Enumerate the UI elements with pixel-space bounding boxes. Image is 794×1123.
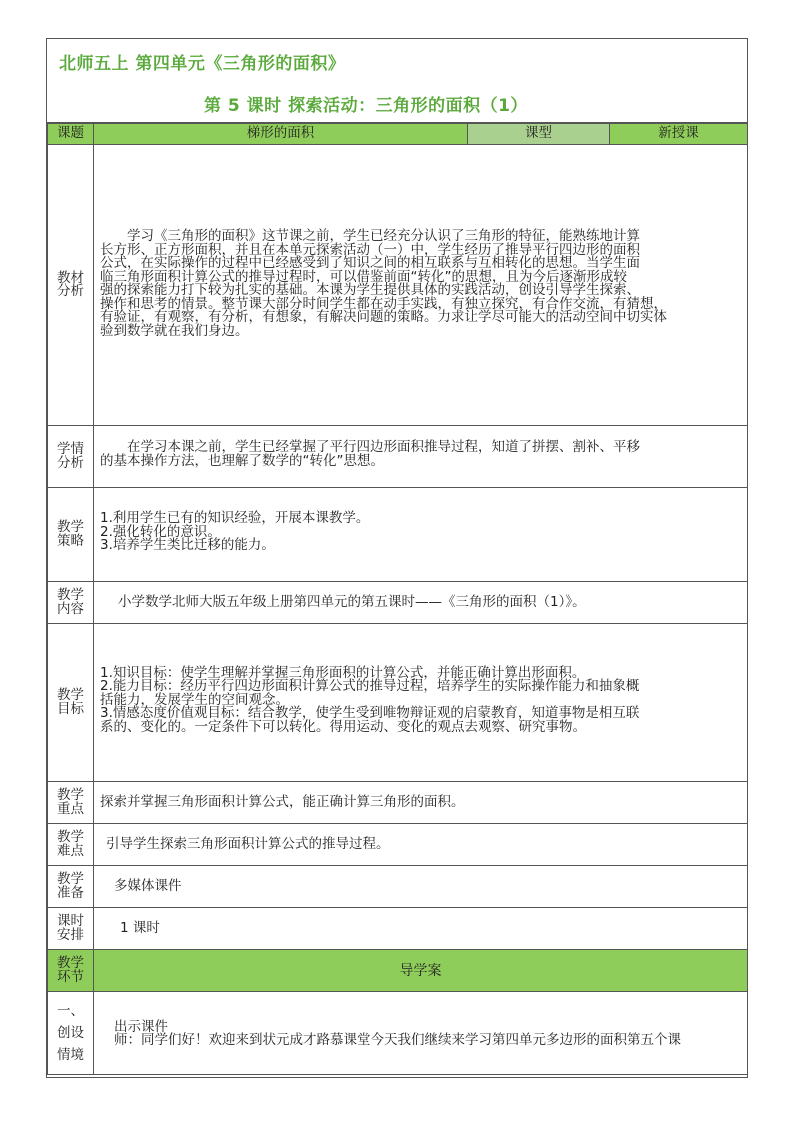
lesson-title: 第 5 课时 探索活动：三角形的面积（1） [204, 96, 528, 116]
process-row [48, 950, 748, 992]
step1-label: 一、 创设 情境 [48, 992, 94, 1075]
preparation-row [48, 866, 748, 908]
title-block [47, 39, 747, 123]
strategy-label: 教学 策略 [48, 488, 94, 582]
difficulties-text: 引导学生探索三角形面积计算公式的推导过程。 [94, 824, 748, 866]
step1-row [48, 992, 748, 1075]
goals-row [48, 624, 748, 782]
topic-value: 梯形的面积 [94, 124, 468, 145]
schedule-text: 1 课时 [94, 908, 748, 950]
lesson-plan-frame [46, 38, 748, 1078]
content-label: 教学 内容 [48, 582, 94, 624]
goals-label: 教学 目标 [48, 624, 94, 782]
topic-label: 课题 [48, 124, 94, 145]
content-row [48, 582, 748, 624]
key-points-row [48, 782, 748, 824]
preparation-label: 教学 准备 [48, 866, 94, 908]
textbook-analysis-text: 学习《三角形的面积》这节课之前，学生已经充分认识了三角形的特征，能熟练地计算 长方形、正方形面积，并且在本单元探索活动（一）中，学生经历了推导平行四边形的面积 公式，在实际操作的过程中已经感受到了知识之间的相互联系与互相转化的思想。当学生面 临三角形面积计算公式的推导过程时，可以借鉴前面“转化”的思想，且为今后逐渐形成较 强的探索能力打下较为扎实的基础。本课为学生提供具体的实践活动，创设引导学生探索、 操作和思考的情景。整节课大部分时间学生都在动手实践，有独立探究，有合作交流，有猜想， 有验证，有观察，有分析，有想象，有解决问题的策略。力求让学尽可能大的活动空间中切实体 验到数学就在我们身边。 [94, 145, 748, 426]
type-value: 新授课 [610, 124, 748, 145]
key-points-label: 教学 重点 [48, 782, 94, 824]
strategy-text: 1.利用学生已有的知识经验，开展本课教学。 2.强化转化的意识。 3.培养学生类比迁移的能力。 [94, 488, 748, 582]
student-analysis-row [48, 426, 748, 488]
difficulties-row [48, 824, 748, 866]
goals-text: 1.知识目标：使学生理解并掌握三角形面积的计算公式，并能正确计算出形面积。 2.能力目标：经历平行四边形面积计算公式的推导过程，培养学生的实际操作能力和抽象概 括能力，发展学生的空间观念。 3.情感态度价值观目标：结合教学，使学生受到唯物辩证观的启蒙教育，知道事物是相互联 系的、变化的。一定条件下可以转化。得用运动、变化的观点去观察、研究事物。 [94, 624, 748, 782]
unit-title: 北师五上 第四单元《三角形的面积》 [59, 54, 346, 74]
meta-row [48, 124, 748, 145]
textbook-analysis-label: 教材 分析 [48, 145, 94, 426]
schedule-row [48, 908, 748, 950]
lesson-table [47, 123, 748, 1075]
student-analysis-label: 学情 分析 [48, 426, 94, 488]
content-text: 小学数学北师大版五年级上册第四单元的第五课时——《三角形的面积（1）》。 [94, 582, 748, 624]
step1-text: 出示课件 师：同学们好！欢迎来到状元成才路慕课堂今天我们继续来学习第四单元多边形的面积第五个课 [94, 992, 748, 1075]
key-points-text: 探索并掌握三角形面积计算公式，能正确计算三角形的面积。 [94, 782, 748, 824]
schedule-label: 课时 安排 [48, 908, 94, 950]
preparation-text: 多媒体课件 [94, 866, 748, 908]
strategy-row [48, 488, 748, 582]
textbook-analysis-row [48, 145, 748, 426]
process-header: 导学案 [94, 950, 748, 992]
type-label: 课型 [468, 124, 610, 145]
student-analysis-text: 在学习本课之前，学生已经掌握了平行四边形面积推导过程，知道了拼摆、割补、平移 的基本操作方法，也理解了数学的“转化”思想。 [94, 426, 748, 488]
difficulties-label: 教学 难点 [48, 824, 94, 866]
process-label: 教学 环节 [48, 950, 94, 992]
